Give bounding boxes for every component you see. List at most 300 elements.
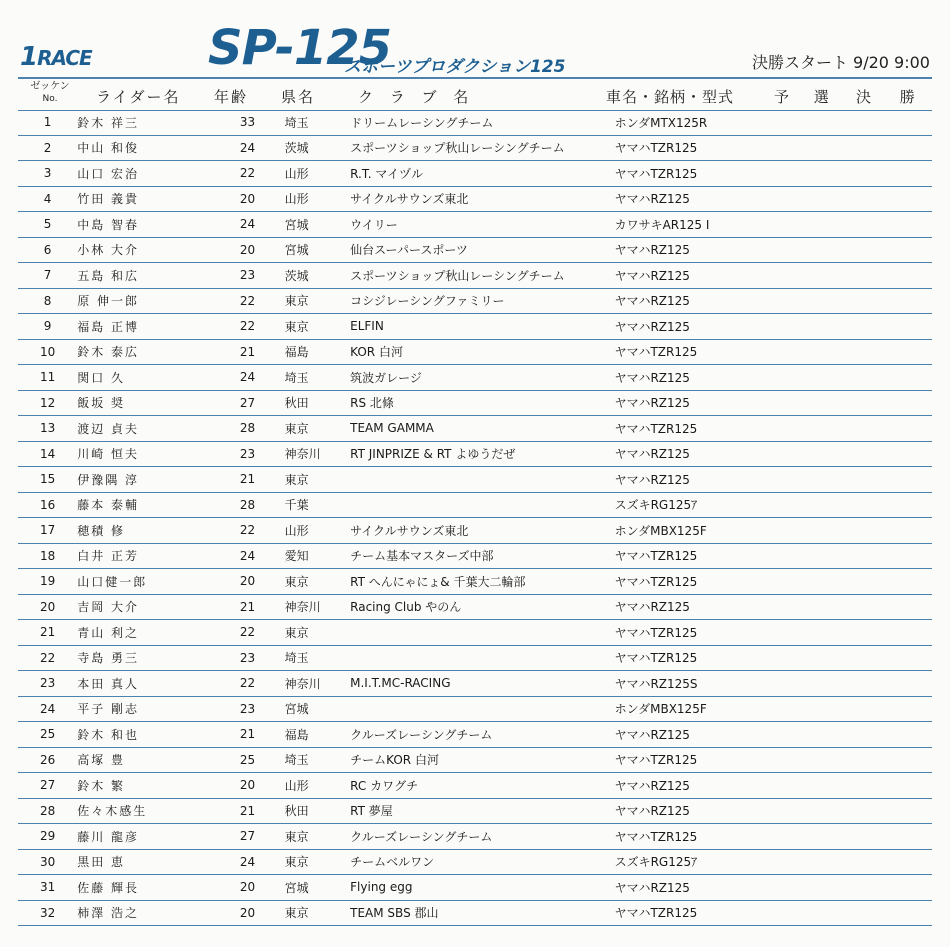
- bike-model: ヤマハRZ125: [615, 365, 784, 391]
- table-row: [18, 849, 932, 875]
- club-name: [350, 696, 614, 722]
- rider-name: 原 伸一郎: [77, 288, 210, 314]
- table-row: [18, 135, 932, 161]
- entry-number: 20: [18, 594, 77, 620]
- final-result-cell: [858, 339, 932, 365]
- qualify-result-cell: [784, 441, 858, 467]
- rider-name: 山口 宏治: [77, 161, 210, 187]
- table-row: [18, 543, 932, 569]
- table-row: [18, 773, 932, 799]
- header-bib-number: [22, 81, 78, 105]
- final-result-cell: [858, 773, 932, 799]
- header-bike: 車名・銘柄・型式: [606, 88, 735, 106]
- qualify-result-cell: [784, 416, 858, 442]
- rider-name: 川崎 恒夫: [77, 441, 210, 467]
- table-row: [18, 696, 932, 722]
- qualify-result-cell: [784, 314, 858, 340]
- qualify-result-cell: [784, 620, 858, 646]
- table-row: [18, 645, 932, 671]
- club-name: サイクルサウンズ東北: [350, 518, 614, 544]
- rider-prefecture: 山形: [285, 186, 351, 212]
- final-result-cell: [858, 824, 932, 850]
- table-row: [18, 747, 932, 773]
- rider-name: 五島 和広: [77, 263, 210, 289]
- rider-age: 22: [211, 288, 285, 314]
- bike-model: ヤマハRZ125: [615, 314, 784, 340]
- qualify-result-cell: [784, 339, 858, 365]
- qualify-result-cell: [784, 798, 858, 824]
- club-name: R.T. マイヅル: [350, 161, 614, 187]
- club-name: RT 夢屋: [350, 798, 614, 824]
- entry-number: 12: [18, 390, 77, 416]
- rider-prefecture: 宮城: [285, 875, 351, 901]
- final-result-cell: [858, 161, 932, 187]
- rider-name: 本田 真人: [77, 671, 210, 697]
- rider-age: 23: [211, 441, 285, 467]
- rider-age: 24: [211, 543, 285, 569]
- final-result-cell: [858, 569, 932, 595]
- rider-age: 20: [211, 900, 285, 926]
- bike-model: ホンダMBX125F: [615, 518, 784, 544]
- rider-prefecture: 山形: [285, 773, 351, 799]
- table-row: [18, 441, 932, 467]
- bike-model: ヤマハTZR125: [615, 416, 784, 442]
- qualify-result-cell: [784, 645, 858, 671]
- qualify-result-cell: [784, 671, 858, 697]
- rider-prefecture: 宮城: [285, 212, 351, 238]
- bike-model: ヤマハTZR125: [615, 161, 784, 187]
- entry-list-body: [18, 110, 932, 926]
- race-label-text: RACE: [37, 46, 92, 70]
- rider-age: 21: [211, 594, 285, 620]
- rider-age: 28: [211, 416, 285, 442]
- bike-model: ヤマハRZ125: [615, 594, 784, 620]
- rider-age: 20: [211, 875, 285, 901]
- qualify-result-cell: [784, 824, 858, 850]
- final-result-cell: [858, 263, 932, 289]
- club-name: RC カワグチ: [350, 773, 614, 799]
- final-result-cell: [858, 518, 932, 544]
- rider-age: 23: [211, 263, 285, 289]
- bike-model: ヤマハRZ125: [615, 186, 784, 212]
- qualify-result-cell: [784, 390, 858, 416]
- club-name: チーム基本マスターズ中部: [350, 543, 614, 569]
- final-result-cell: [858, 696, 932, 722]
- rider-name: 佐々木感生: [77, 798, 210, 824]
- rider-name: 穂積 修: [77, 518, 210, 544]
- rider-age: 21: [211, 722, 285, 748]
- rider-age: 33: [211, 110, 285, 135]
- qualify-result-cell: [784, 467, 858, 493]
- qualify-result-cell: [784, 518, 858, 544]
- bike-model: ヤマハTZR125: [615, 620, 784, 646]
- entry-number: 11: [18, 365, 77, 391]
- rider-prefecture: 福島: [285, 339, 351, 365]
- club-name: RS 北條: [350, 390, 614, 416]
- rider-name: 黒田 恵: [77, 849, 210, 875]
- rider-name: 鈴木 和也: [77, 722, 210, 748]
- rider-prefecture: 東京: [285, 288, 351, 314]
- club-name: コシジレーシングファミリー: [350, 288, 614, 314]
- club-name: スポーツショップ秋山レーシングチーム: [350, 263, 614, 289]
- table-row: [18, 467, 932, 493]
- rider-prefecture: 東京: [285, 620, 351, 646]
- club-name: 仙台スーパースポーツ: [350, 237, 614, 263]
- rider-name: 中山 和俊: [77, 135, 210, 161]
- race-number: 1: [20, 42, 38, 72]
- entry-number: 22: [18, 645, 77, 671]
- rider-age: 22: [211, 314, 285, 340]
- qualify-result-cell: [784, 594, 858, 620]
- entry-number: 3: [18, 161, 77, 187]
- entry-number: 1: [18, 110, 77, 135]
- bike-model: ヤマハTZR125: [615, 900, 784, 926]
- club-name: [350, 492, 614, 518]
- rider-age: 20: [211, 186, 285, 212]
- qualify-result-cell: [784, 492, 858, 518]
- bike-model: スズキRG125ｱ: [615, 492, 784, 518]
- entry-number: 24: [18, 696, 77, 722]
- rider-name: 鈴木 繁: [77, 773, 210, 799]
- rider-prefecture: 神奈川: [285, 441, 351, 467]
- rider-age: 24: [211, 365, 285, 391]
- entry-number: 18: [18, 543, 77, 569]
- final-result-cell: [858, 314, 932, 340]
- final-result-cell: [858, 875, 932, 901]
- rider-prefecture: 神奈川: [285, 594, 351, 620]
- final-result-cell: [858, 441, 932, 467]
- rider-age: 25: [211, 747, 285, 773]
- qualify-result-cell: [784, 849, 858, 875]
- entry-number: 15: [18, 467, 77, 493]
- final-result-cell: [858, 416, 932, 442]
- rider-prefecture: 東京: [285, 314, 351, 340]
- final-result-cell: [858, 798, 932, 824]
- table-row: [18, 314, 932, 340]
- club-name: Racing Club やのん: [350, 594, 614, 620]
- rider-age: 27: [211, 824, 285, 850]
- rider-age: 20: [211, 773, 285, 799]
- rider-name: 関口 久: [77, 365, 210, 391]
- rider-prefecture: 神奈川: [285, 671, 351, 697]
- rider-name: 福島 正博: [77, 314, 210, 340]
- rider-prefecture: 東京: [285, 569, 351, 595]
- club-name: スポーツショップ秋山レーシングチーム: [350, 135, 614, 161]
- final-result-cell: [858, 467, 932, 493]
- entry-number: 28: [18, 798, 77, 824]
- header-bib-bottom: No.: [42, 94, 58, 104]
- entry-number: 27: [18, 773, 77, 799]
- club-name: RT JINPRIZE & RT よゆうだぜ: [350, 441, 614, 467]
- final-result-cell: [858, 594, 932, 620]
- club-name: クルーズレーシングチーム: [350, 824, 614, 850]
- rider-age: 24: [211, 135, 285, 161]
- rider-name: 鈴木 祥三: [77, 110, 210, 135]
- rider-prefecture: 埼玉: [285, 110, 351, 135]
- rider-name: 鈴木 泰広: [77, 339, 210, 365]
- rider-name: 藤川 龍彦: [77, 824, 210, 850]
- bike-model: ヤマハTZR125: [615, 747, 784, 773]
- table-row: [18, 416, 932, 442]
- club-name: TEAM SBS 郡山: [350, 900, 614, 926]
- final-result-cell: [858, 747, 932, 773]
- club-name: チームKOR 白河: [350, 747, 614, 773]
- bike-model: ヤマハTZR125: [615, 824, 784, 850]
- table-row: [18, 186, 932, 212]
- table-row: [18, 569, 932, 595]
- rider-age: 20: [211, 569, 285, 595]
- qualify-result-cell: [784, 161, 858, 187]
- rider-age: 23: [211, 696, 285, 722]
- final-result-cell: [858, 390, 932, 416]
- table-row: [18, 492, 932, 518]
- entry-number: 6: [18, 237, 77, 263]
- qualify-result-cell: [784, 186, 858, 212]
- entry-number: 31: [18, 875, 77, 901]
- table-row: [18, 237, 932, 263]
- club-name: ウイリー: [350, 212, 614, 238]
- final-result-cell: [858, 237, 932, 263]
- bike-model: ヤマハRZ125: [615, 288, 784, 314]
- bike-model: ホンダMTX125R: [615, 110, 784, 135]
- entry-number: 23: [18, 671, 77, 697]
- final-result-cell: [858, 722, 932, 748]
- qualify-result-cell: [784, 722, 858, 748]
- bike-model: ヤマハRZ125: [615, 237, 784, 263]
- entry-list-table: [18, 110, 932, 926]
- rider-prefecture: 東京: [285, 467, 351, 493]
- qualify-result-cell: [784, 288, 858, 314]
- entry-number: 4: [18, 186, 77, 212]
- final-result-cell: [858, 110, 932, 135]
- rider-prefecture: 東京: [285, 416, 351, 442]
- rider-prefecture: 山形: [285, 161, 351, 187]
- table-row: [18, 900, 932, 926]
- rider-prefecture: 茨城: [285, 263, 351, 289]
- bike-model: スズキRG125ｱ: [615, 849, 784, 875]
- club-name: 筑波ガレージ: [350, 365, 614, 391]
- entry-number: 21: [18, 620, 77, 646]
- entry-number: 17: [18, 518, 77, 544]
- entry-number: 5: [18, 212, 77, 238]
- rider-age: 28: [211, 492, 285, 518]
- qualify-result-cell: [784, 543, 858, 569]
- entry-number: 13: [18, 416, 77, 442]
- rider-prefecture: 千葉: [285, 492, 351, 518]
- table-row: [18, 110, 932, 135]
- club-name: RT へんにゃにょ& 千葉大二輪部: [350, 569, 614, 595]
- final-result-cell: [858, 849, 932, 875]
- entry-number: 16: [18, 492, 77, 518]
- table-row: [18, 263, 932, 289]
- table-row: [18, 594, 932, 620]
- rider-name: 藤本 泰輔: [77, 492, 210, 518]
- table-row: [18, 620, 932, 646]
- table-row: [18, 671, 932, 697]
- header-age: 年齢: [214, 88, 249, 106]
- rider-age: 22: [211, 161, 285, 187]
- entry-number: 32: [18, 900, 77, 926]
- bike-model: ヤマハRZ125: [615, 798, 784, 824]
- table-row: [18, 212, 932, 238]
- rider-name: 竹田 義貴: [77, 186, 210, 212]
- header-bib-top: ゼッケン: [30, 81, 70, 92]
- rider-age: 21: [211, 798, 285, 824]
- bike-model: ヤマハRZ125: [615, 441, 784, 467]
- qualify-result-cell: [784, 237, 858, 263]
- club-name: サイクルサウンズ東北: [350, 186, 614, 212]
- rider-name: 高塚 豊: [77, 747, 210, 773]
- rider-age: 24: [211, 212, 285, 238]
- final-result-cell: [858, 543, 932, 569]
- rider-name: 伊豫隅 淳: [77, 467, 210, 493]
- entry-number: 10: [18, 339, 77, 365]
- entry-number: 14: [18, 441, 77, 467]
- qualify-result-cell: [784, 900, 858, 926]
- entry-number: 29: [18, 824, 77, 850]
- table-row: [18, 875, 932, 901]
- rider-name: 中島 智春: [77, 212, 210, 238]
- rider-prefecture: 秋田: [285, 390, 351, 416]
- rider-name: 柿澤 浩之: [77, 900, 210, 926]
- entry-number: 7: [18, 263, 77, 289]
- final-result-cell: [858, 645, 932, 671]
- entry-number: 19: [18, 569, 77, 595]
- rider-prefecture: 宮城: [285, 237, 351, 263]
- column-header-row: [18, 80, 932, 111]
- rider-prefecture: 秋田: [285, 798, 351, 824]
- bike-model: ヤマハTZR125: [615, 339, 784, 365]
- club-name: ドリームレーシングチーム: [350, 110, 614, 135]
- table-row: [18, 518, 932, 544]
- table-row: [18, 365, 932, 391]
- qualify-result-cell: [784, 773, 858, 799]
- rider-age: 21: [211, 339, 285, 365]
- rider-name: 小林 大介: [77, 237, 210, 263]
- rider-prefecture: 愛知: [285, 543, 351, 569]
- club-name: KOR 白河: [350, 339, 614, 365]
- table-row: [18, 824, 932, 850]
- rider-name: 山口健一郎: [77, 569, 210, 595]
- qualify-result-cell: [784, 747, 858, 773]
- club-name: チームベルワン: [350, 849, 614, 875]
- header-rider: ライダー名: [96, 88, 181, 106]
- table-row: [18, 798, 932, 824]
- rider-name: 青山 利之: [77, 620, 210, 646]
- rider-name: 渡辺 貞夫: [77, 416, 210, 442]
- qualify-result-cell: [784, 365, 858, 391]
- final-result-cell: [858, 288, 932, 314]
- rider-name: 佐藤 輝長: [77, 875, 210, 901]
- final-result-cell: [858, 900, 932, 926]
- final-result-cell: [858, 620, 932, 646]
- rider-prefecture: 東京: [285, 849, 351, 875]
- rider-prefecture: 東京: [285, 824, 351, 850]
- rider-name: 吉岡 大介: [77, 594, 210, 620]
- club-name: TEAM GAMMA: [350, 416, 614, 442]
- bike-model: ヤマハTZR125: [615, 543, 784, 569]
- club-name: [350, 620, 614, 646]
- bike-model: ヤマハRZ125: [615, 467, 784, 493]
- rider-age: 22: [211, 518, 285, 544]
- final-result-cell: [858, 365, 932, 391]
- rider-name: 白井 正芳: [77, 543, 210, 569]
- rider-name: 飯坂 奨: [77, 390, 210, 416]
- club-name: [350, 645, 614, 671]
- rider-age: 24: [211, 849, 285, 875]
- bike-model: カワサキAR125 Ⅰ: [615, 212, 784, 238]
- rider-name: 寺島 勇三: [77, 645, 210, 671]
- rider-age: 22: [211, 620, 285, 646]
- rider-prefecture: 福島: [285, 722, 351, 748]
- rider-age: 27: [211, 390, 285, 416]
- qualify-result-cell: [784, 135, 858, 161]
- bike-model: ヤマハRZ125: [615, 773, 784, 799]
- bike-model: ホンダMBX125F: [615, 696, 784, 722]
- club-name: ELFIN: [350, 314, 614, 340]
- club-name: M.I.T.MC-RACING: [350, 671, 614, 697]
- entry-number: 9: [18, 314, 77, 340]
- table-row: [18, 288, 932, 314]
- qualify-result-cell: [784, 212, 858, 238]
- bike-model: ヤマハRZ125: [615, 875, 784, 901]
- entry-number: 30: [18, 849, 77, 875]
- table-row: [18, 339, 932, 365]
- rider-age: 20: [211, 237, 285, 263]
- qualify-result-cell: [784, 263, 858, 289]
- header-club: ク ラ ブ 名: [358, 88, 475, 106]
- rider-prefecture: 埼玉: [285, 365, 351, 391]
- final-start-time: 決勝スタート 9/20 9:00: [751, 53, 930, 72]
- club-name: クルーズレーシングチーム: [350, 722, 614, 748]
- qualify-result-cell: [784, 110, 858, 135]
- bike-model: ヤマハRZ125: [615, 390, 784, 416]
- bike-model: ヤマハTZR125: [615, 645, 784, 671]
- table-row: [18, 722, 932, 748]
- rider-prefecture: 宮城: [285, 696, 351, 722]
- header-qualify: 予 選: [774, 88, 839, 106]
- rider-prefecture: 東京: [285, 900, 351, 926]
- program-header: [0, 0, 950, 80]
- final-result-cell: [858, 671, 932, 697]
- table-row: [18, 390, 932, 416]
- final-result-cell: [858, 186, 932, 212]
- entry-number: 2: [18, 135, 77, 161]
- bike-model: ヤマハRZ125: [615, 722, 784, 748]
- qualify-result-cell: [784, 696, 858, 722]
- rider-prefecture: 埼玉: [285, 747, 351, 773]
- header-final: 決 勝: [856, 88, 927, 106]
- class-subtitle: スポーツプロダクション125: [344, 57, 566, 77]
- rider-age: 23: [211, 645, 285, 671]
- entry-number: 25: [18, 722, 77, 748]
- class-title: SP-125: [208, 20, 392, 76]
- entry-number: 8: [18, 288, 77, 314]
- rider-prefecture: 埼玉: [285, 645, 351, 671]
- final-result-cell: [858, 135, 932, 161]
- club-name: Flying egg: [350, 875, 614, 901]
- rider-age: 22: [211, 671, 285, 697]
- club-name: [350, 467, 614, 493]
- final-result-cell: [858, 212, 932, 238]
- rider-prefecture: 山形: [285, 518, 351, 544]
- rider-name: 平子 剛志: [77, 696, 210, 722]
- rider-prefecture: 茨城: [285, 135, 351, 161]
- bike-model: ヤマハRZ125: [615, 263, 784, 289]
- final-result-cell: [858, 492, 932, 518]
- table-row: [18, 161, 932, 187]
- qualify-result-cell: [784, 875, 858, 901]
